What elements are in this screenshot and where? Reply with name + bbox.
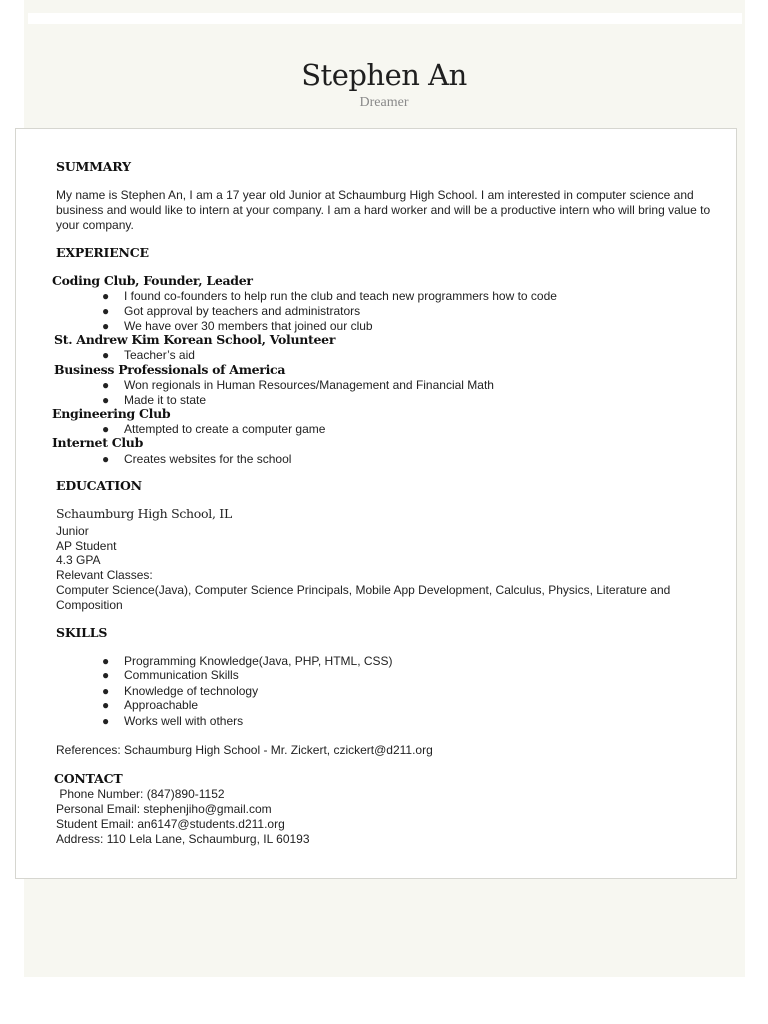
list-item: ● Won regionals in Human Resources/Management and Financial Math [102, 378, 494, 392]
bullet-icon: ● [102, 422, 110, 436]
education-line: AP Student [56, 539, 117, 553]
list-item: ● Knowledge of technology [102, 684, 259, 698]
contact-heading: CONTACT [54, 771, 123, 786]
resume-card [15, 128, 737, 879]
experience-title: Coding Club, Founder, Leader [52, 273, 253, 288]
list-item: ● Works well with others [102, 714, 244, 728]
resume-name: Stephen An [301, 58, 467, 92]
experience-title: Engineering Club [52, 406, 171, 421]
bullet-icon: ● [102, 378, 110, 392]
experience-title: Business Professionals of America [54, 362, 286, 377]
summary-text: My name is Stephen An, I am a 17 year old Junior at Schaumburg High School. I am interested in computer science and business and would like to intern at your company. I am a hard worker and will be a productive intern who will bring value to your company. [56, 188, 711, 232]
bullet-icon: ● [102, 393, 110, 407]
experience-title: St. Andrew Kim Korean School, Volunteer [54, 332, 336, 347]
bullet-icon: ● [102, 668, 110, 682]
contact-student-email: Student Email: an6147@students.d211.org [56, 817, 285, 831]
bullet-icon: ● [102, 289, 110, 303]
list-item: ● Programming Knowledge(Java, PHP, HTML, CSS) [102, 654, 393, 668]
top-band [28, 13, 742, 24]
list-item: ● Made it to state [102, 393, 207, 407]
school-name: Schaumburg High School, IL [56, 506, 232, 521]
list-item: ● We have over 30 members that joined our club [102, 319, 373, 333]
bullet-icon: ● [102, 452, 110, 466]
bullet-icon: ● [102, 319, 110, 333]
list-item: ● I found co-founders to help run the club and teach new programmers how to code [102, 289, 557, 303]
bullet-icon: ● [102, 654, 110, 668]
contact-address: Address: 110 Lela Lane, Schaumburg, IL 60193 [56, 832, 310, 846]
list-item: ● Communication Skills [102, 668, 239, 682]
experience-title: Internet Club [52, 435, 144, 450]
bullet-icon: ● [102, 698, 110, 712]
contact-personal-email: Personal Email: stephenjiho@gmail.com [56, 802, 272, 816]
bullet-icon: ● [102, 304, 110, 318]
skills-heading: SKILLS [56, 625, 108, 640]
list-item: ● Attempted to create a computer game [102, 422, 326, 436]
list-item: ● Creates websites for the school [102, 452, 292, 466]
bullet-icon: ● [102, 348, 110, 362]
experience-heading: EXPERIENCE [56, 245, 149, 260]
resume-tagline: Dreamer [359, 95, 409, 110]
education-heading: EDUCATION [56, 478, 142, 493]
summary-heading: SUMMARY [56, 159, 131, 174]
list-item: ● Approachable [102, 698, 199, 712]
bullet-icon: ● [102, 684, 110, 698]
list-item: ● Teacher’s aid [102, 348, 195, 362]
list-item: ● Got approval by teachers and administrators [102, 304, 361, 318]
education-line: Junior [56, 524, 89, 538]
relevant-classes: Computer Science(Java), Computer Science Principals, Mobile App Development, Calculus, Physics, Literature and Composition [56, 583, 671, 612]
education-line: Relevant Classes: [56, 568, 153, 582]
references: References: Schaumburg High School - Mr. Zickert, czickert@d211.org [56, 743, 433, 757]
education-line: 4.3 GPA [56, 553, 101, 567]
bullet-icon: ● [102, 714, 110, 728]
contact-phone: Phone Number: (847)890-1152 [56, 787, 225, 801]
